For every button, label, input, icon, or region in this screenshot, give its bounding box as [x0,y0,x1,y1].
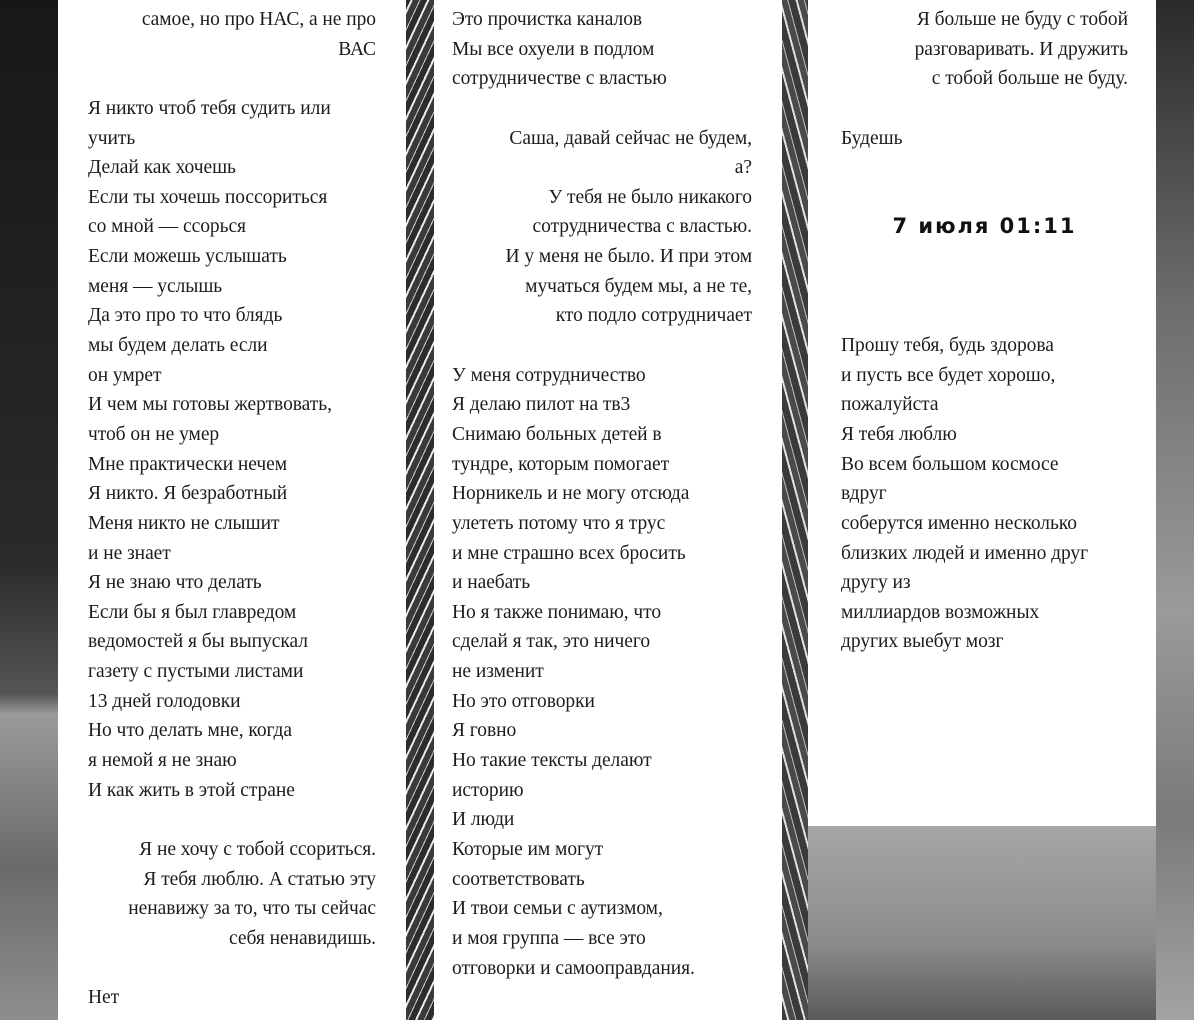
text-line: Но я также понимаю, что [452,601,662,623]
text-line: Мы все охуели в подлом [452,38,655,60]
text-line: Я делаю пилот на тв3 [452,394,631,416]
text-line: Снимаю больных детей в [452,423,662,445]
text-line: Меня никто не слышит [88,512,280,534]
text-line: со мной — ссорься [88,216,246,238]
text-line: Я никто. Я безработный [88,483,288,505]
text-line: соответствовать [452,868,585,890]
text-line: вдруг [841,483,887,505]
line-spacer [841,242,1128,272]
text-line: И как жить в этой стране [88,779,295,801]
line-spacer [88,64,376,94]
text-line: других выебут мозг [841,631,1004,653]
text-line: близких людей и именно друг [841,542,1089,564]
text-line: мучаться будем мы, а не те, [525,275,752,297]
date-heading: 7 июля 01:11 [892,214,1077,239]
text-line: улететь потому что я трус [452,512,666,534]
text-line: 13 дней голодовки [88,690,241,712]
text-line: мы будем делать если [88,335,268,357]
text-line: Но такие тексты делают [452,750,652,772]
line-spacer [88,954,376,984]
text-line: И у меня не было. И при этом [505,246,752,268]
line-spacer [841,94,1128,124]
text-line: и наебать [452,572,531,594]
text-line: Но это отговорки [452,690,595,712]
text-line: сотрудничества с властью. [532,216,752,238]
text-line: Во всем большом космосе [841,453,1059,475]
text-line: Я больше не буду с тобой [916,9,1128,30]
text-line: Я тебя люблю. А статью эту [143,868,376,890]
background-tree-band [780,0,810,1020]
text-line: Если можешь услышать [88,246,287,268]
text-line: газету с пустыми листами [88,661,304,683]
text-column-3 [808,0,1156,826]
text-line: отговорки и самооправдания. [452,957,695,979]
text-line: а? [734,157,752,179]
line-spacer [841,183,1128,213]
text-line: соберутся именно несколько [841,512,1077,534]
text-line: Норникель и не могу отсюда [452,483,690,505]
background-left-band [0,0,60,1020]
text-line: Мне практически нечем [88,453,288,475]
text-line: Если ты хочешь поссориться [88,186,328,208]
text-line: Будешь [841,127,903,149]
text-line: И твои семьи с аутизмом, [452,898,663,920]
line-spacer [88,805,376,835]
line-spacer [841,153,1128,183]
text-line: ведомостей я бы выпускал [88,631,308,653]
text-line: Я не хочу с тобой ссориться. [139,838,376,860]
text-line: пожалуйста [841,394,939,416]
text-line: Я не знаю что делать [88,572,262,594]
text-line: себя ненавидишь. [229,927,376,949]
text-line: разговаривать. И дружить [914,38,1128,60]
line-spacer [452,94,752,124]
line-spacer [841,301,1128,331]
text-line: И люди [452,809,515,831]
line-spacer [452,331,752,361]
text-line: Делай как хочешь [88,157,236,179]
text-line: самое, но про НАС, а не про [141,9,376,30]
text-line: не изменит [452,661,544,683]
text-line: Нет [88,987,120,1009]
text-line: Я тебя люблю [841,423,957,445]
background-snow-area [808,826,1156,1020]
text-line: У тебя не было никакого [548,186,752,208]
text-line: Прошу тебя, будь здорова [841,335,1054,357]
text-line: с тобой больше не буду. [931,68,1128,90]
line-spacer [841,272,1128,302]
text-line: учить [88,127,136,149]
text-line: ВАС [338,38,376,60]
text-line: и мне страшно всех бросить [452,542,686,564]
text-line: И чем мы готовы жертвовать, [88,394,332,416]
text-line: и моя группа — все это [452,927,646,949]
text-line: Саша, давай сейчас не будем, [509,127,752,149]
text-line: и пусть все будет хорошо, [841,364,1056,386]
text-line: другу из [841,572,911,594]
text-line: историю [452,779,524,801]
text-line: кто подло сотрудничает [555,305,752,327]
text-line: меня — услышь [88,275,223,297]
text-line: миллиардов возможных [841,601,1040,623]
background-right-band [1156,0,1194,1020]
text-line: Я никто чтоб тебя судить или [88,97,331,119]
text-line: он умрет [88,364,162,386]
text-line: и не знает [88,542,171,564]
text-line: сделай я так, это ничего [452,631,651,653]
text-line: Это прочистка каналов [452,9,643,30]
text-line: ненавижу за то, что ты сейчас [128,898,376,920]
text-line: Если бы я был главредом [88,601,297,623]
text-line: чтоб он не умер [88,423,220,445]
text-line: я немой я не знаю [88,750,237,772]
text-line: Я говно [452,720,517,742]
text-line: Которые им могут [452,838,604,860]
text-line: Но что делать мне, когда [88,720,292,742]
text-line: У меня сотрудничество [452,364,646,386]
text-line: тундре, которым помогает [452,453,670,475]
text-column-1 [58,0,406,1020]
text-line: сотрудничестве с властью [452,68,667,90]
text-line: Да это про то что блядь [88,305,283,327]
background-tree-band [404,0,436,1020]
text-column-2 [434,0,782,1020]
